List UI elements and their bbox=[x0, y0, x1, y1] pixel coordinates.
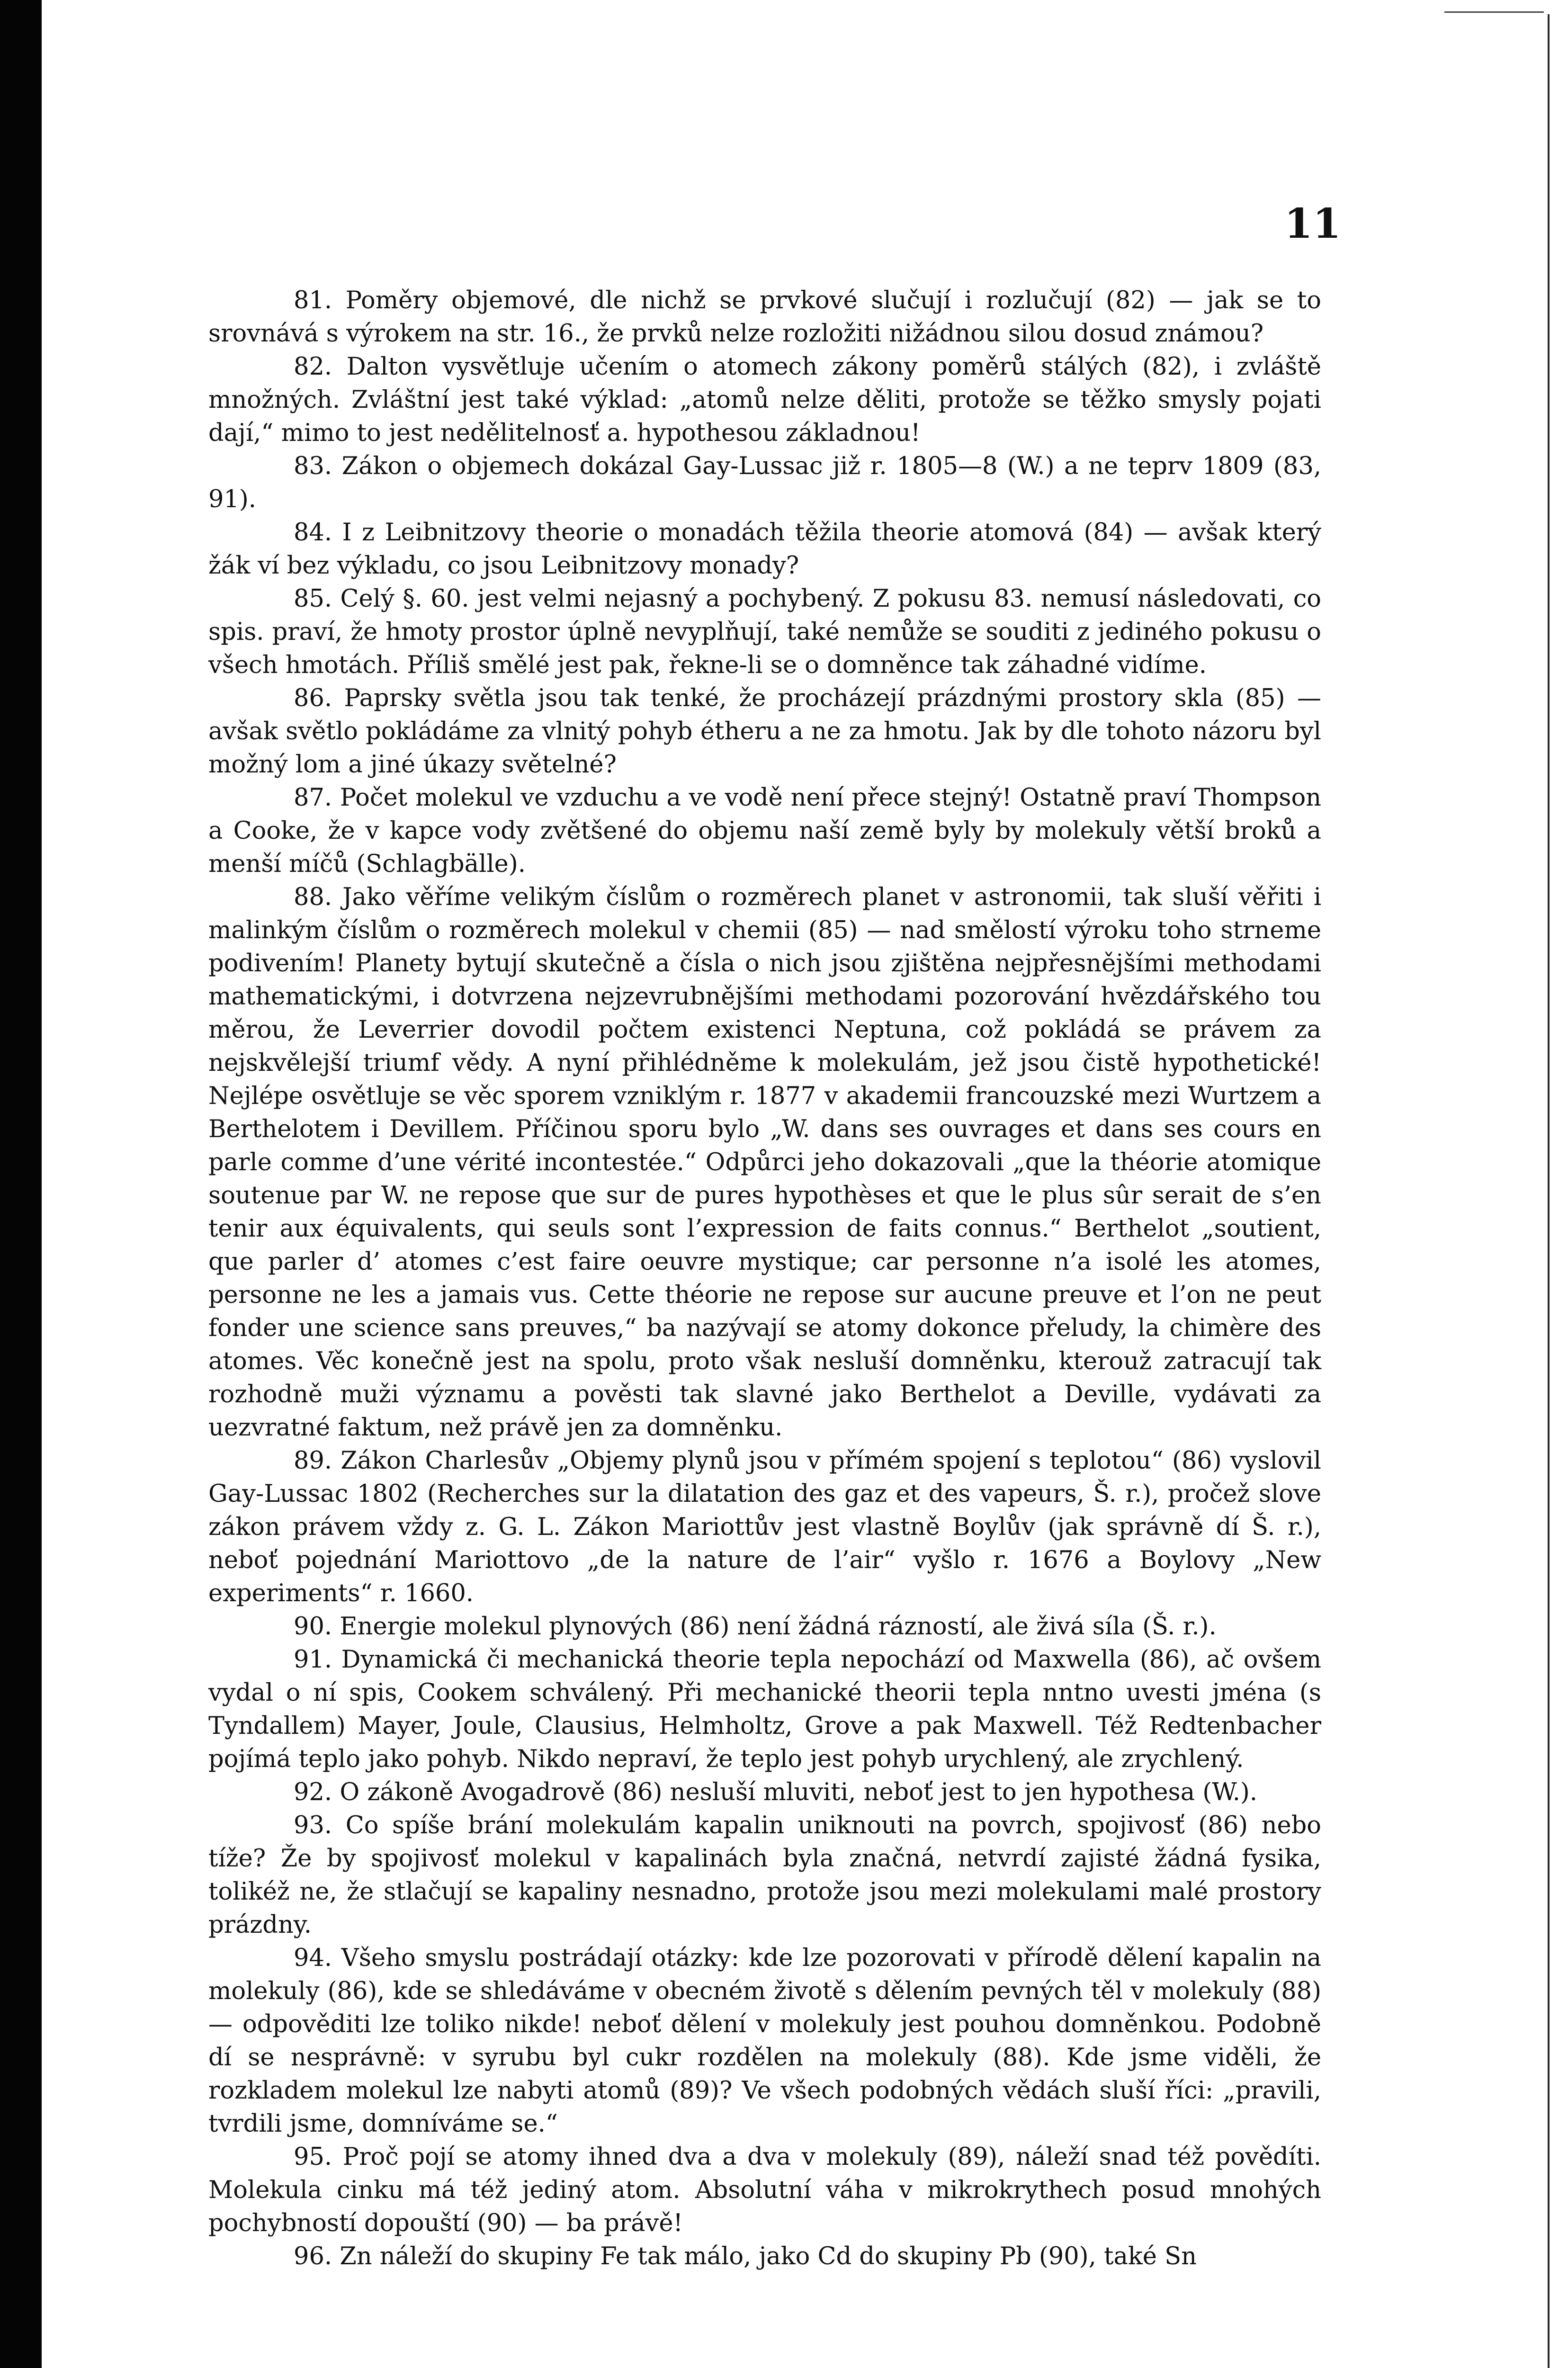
paragraph-90: 90. Energie molekul plynových (86) není žádná rázností, ale živá síla (Š. r.). bbox=[294, 1613, 1217, 1641]
paragraph-95: 95. Proč pojí se atomy ihned dva a dva v molekuly (89), náleží snad též povědíti. Molekula cinku má též jediný atom. Absolutní váha v mikrokrythech posud mnohých pochybností dopouští (90) — ba právě! bbox=[208, 2143, 1321, 2237]
scan-top-marks bbox=[1444, 11, 1544, 16]
scan-right-edge bbox=[1548, 14, 1550, 2368]
paragraph-89: 89. Zákon Charlesův „Objemy plynů jsou v přímém spojení s teplotou“ (86) vyslovil Gay-Lussac 1802 (Recherches sur la dilatation des gaz et des vapeurs, Š. r.), pročež slove zákon právem vždy z. G. L. Zákon Mariottův jest vlastně Boylův (jak správně dí Š. r.), neboť pojednání Mariottovo „de la nature de l’air“ vyšlo r. 1676 a Boylovy „New experiments“ r. 1660. bbox=[208, 1447, 1321, 1607]
paragraph-96: 96. Zn náleží do skupiny Fe tak málo, jako Cd do skupiny Pb (90), také Sn bbox=[294, 2242, 1197, 2270]
paragraph-83: 83. Zákon o objemech dokázal Gay-Lussac již r. 1805—8 (W.) a ne teprv 1809 (83, 91). bbox=[208, 452, 1321, 513]
paragraph-84: 84. I z Leibnitzovy theorie o monadách těžila theorie atomová (84) — avšak který žák ví bez výkladu, co jsou Leibnitzovy monady? bbox=[208, 519, 1321, 580]
paragraph-88: 88. Jako věříme velikým číslům o rozměrech planet v astronomii, tak sluší věřiti i malinkým číslům o rozměrech molekul v chemii (85) — nad smělostí výroku toho strneme podivením! Planety bytují skutečně a čísla o nich jsou zjištěna nejpřesnějšími methodami mathematickými, i dotvrzena nejzevrubnějšími methodami pozorování hvězdářského tou měrou, že Leverrier dovodil počtem existenci Neptuna, což pokládá se právem za nejskvělejší triumf vědy. A nyní přihlédněme k molekulám, jež jsou čistě hypothetické! Nejlépe osvětluje se věc sporem vzniklým r. 1877 v akademii francouzské mezi Wurtzem a Berthelotem i Devillem. Příčinou sporu bylo „W. dans ses ouvrages et dans ses cours en parle comme d’une vérité incontestée.“ Odpůrci jeho dokazovali „que la théorie atomique soutenue par W. ne repose que sur de pures hypothèses et que le plus sûr serait de s’en tenir aux équivalents, qui seuls sont l’expression de faits connus.“ Berthelot „soutient, que parler d’ atomes c’est faire oeuvre mystique; car personne n’a isolé les atomes, personne ne les a jamais vus. Cette théorie ne repose sur aucune preuve et l’on ne peut fonder une science sans preuves,“ ba nazývají se atomy dokonce přeludy, la chimère des atomes. Věc konečně jest na spolu, proto však nesluší domněnku, kterouž zatracují tak rozhodně muži významu a pověsti tak slavné jako Berthelot a Deville, vydávati za uezvratné faktum, než právě jen za domněnku. bbox=[208, 883, 1321, 1442]
scan-left-border bbox=[0, 0, 42, 2368]
paragraph-93: 93. Co spíše brání molekulám kapalin uniknouti na povrch, spojivosť (86) nebo tíže? Že by spojivosť molekul v kapalinách byla značná, netvrdí zajisté žádná fysika, tolikéž ne, že stlačují se kapaliny nesnadno, protože jsou mezi molekulami malé prostory prázdny. bbox=[208, 1812, 1321, 1939]
paragraph-85: 85. Celý §. 60. jest velmi nejasný a pochybený. Z pokusu 83. nemusí následovati, co spis. praví, že hmoty prostor úplně nevyplňují, také nemůže se souditi z jediného pokusu o všech hmotách. Příliš smělé jest pak, řekne-li se o domněnce tak záhadné vidíme. bbox=[208, 585, 1321, 679]
paragraph-94: 94. Všeho smyslu postrádají otázky: kde lze pozorovati v přírodě dělení kapalin na molekuly (86), kde se shledáváme v obecném životě s dělením pevných těl v molekuly (88) — odpověditi lze toliko nikde! neboť dělení v molekuly jest pouhou domněnkou. Podobně dí se nesprávně: v syrubu byl cukr rozdělen na molekuly (88). Kde jsme viděli, že rozkladem molekul lze nabyti atomů (89)? Ve všech podobných vědách sluší říci: „pravili, tvrdili jsme, domníváme se.“ bbox=[208, 1944, 1321, 2138]
paragraph-81: 81. Poměry objemové, dle nichž se prvkové slučují i rozlučují (82) — jak se to srovnává s výrokem na str. 16., že prvků nelze rozložiti nižádnou silou dosud známou? bbox=[208, 287, 1321, 348]
paragraph-82: 82. Dalton vysvětluje učením o atomech zákony poměrů stálých (82), i zvláště množných. Zvláštní jest také výklad: „atomů nelze děliti, protože se těžko smysly pojati dají,“ mimo to jest nedělitelnosť a. hypothesou základnou! bbox=[208, 353, 1321, 447]
paragraph-91: 91. Dynamická či mechanická theorie tepla nepochází od Maxwella (86), ač ovšem vydal o ní spis, Cookem schválený. Při mechanické theorii tepla nntno uvesti jména (s Tyndallem) Mayer, Joule, Clausius, Helmholtz, Grove a pak Maxwell. Též Redtenbacher pojímá teplo jako pohyb. Nikdo nepraví, že teplo jest pohyb urychlený, ale zrychlený. bbox=[208, 1646, 1321, 1773]
paragraph-87: 87. Počet molekul ve vzduchu a ve vodě není přece stejný! Ostatně praví Thompson a Cooke, že v kapce vody zvětšené do objemu naší země byly by molekuly větší broků a menší míčů (Schlagbälle). bbox=[208, 784, 1321, 878]
page-number: 11 bbox=[1284, 200, 1341, 248]
body-text bbox=[208, 284, 1321, 2273]
paragraph-86: 86. Paprsky světla jsou tak tenké, že procházejí prázdnými prostory skla (85) — avšak světlo pokládáme za vlnitý pohyb étheru a ne za hmotu. Jak by dle tohoto názoru byl možný lom a jiné úkazy světelné? bbox=[208, 684, 1321, 779]
paragraph-92: 92. O zákoně Avogadrově (86) nesluší mluviti, neboť jest to jen hypothesa (W.). bbox=[294, 1778, 1258, 1806]
